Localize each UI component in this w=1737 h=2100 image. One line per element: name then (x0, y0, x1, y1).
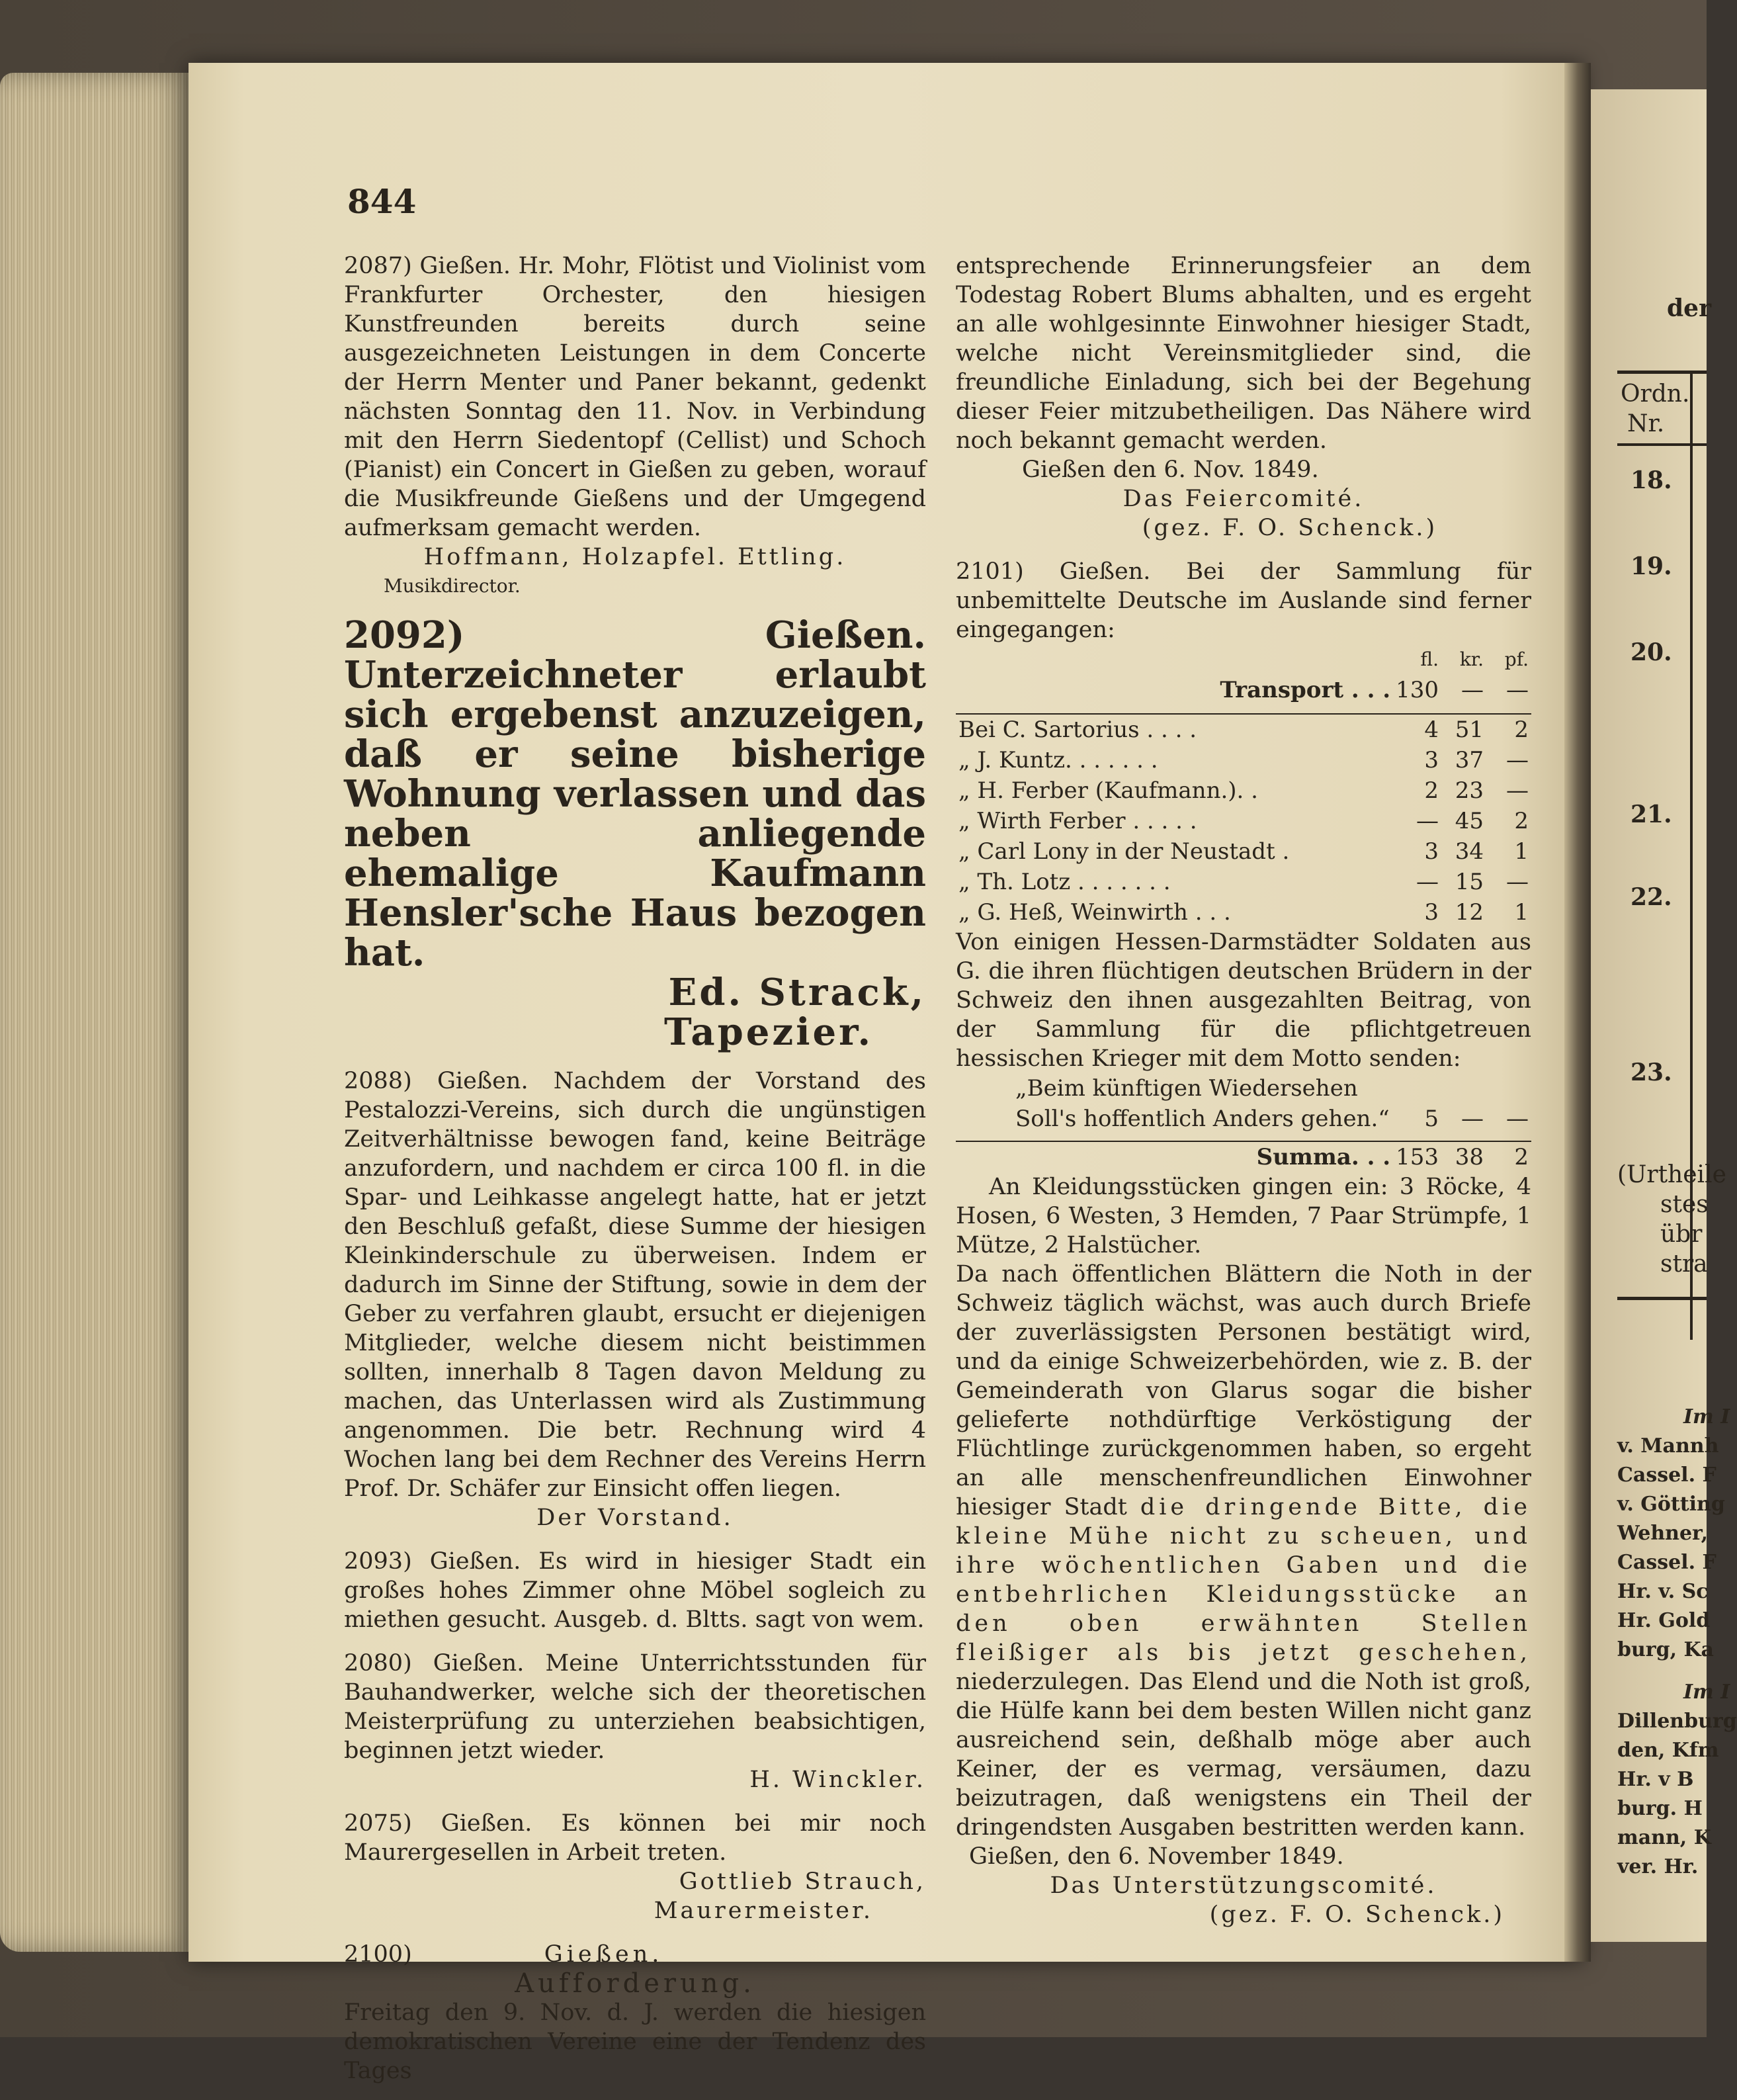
row-label: „ G. Heß, Weinwirth . . . (958, 899, 1231, 926)
row-label: „ Carl Lony in der Neustadt . (958, 838, 1290, 865)
notice-subtitle: Tapezier. (664, 1010, 873, 1054)
table-row (956, 806, 1531, 836)
notice-2075 (344, 1809, 926, 1925)
row-pf: — (1506, 1106, 1529, 1132)
notice-date: Gießen, den 6. November 1849. (969, 1843, 1344, 1870)
header-kr: kr. (1459, 648, 1484, 670)
header-ordn: Ordn. (1621, 380, 1690, 408)
row-label: „ H. Ferber (Kaufmann.). . (958, 777, 1258, 804)
adjacent-bottom-list (1617, 1403, 1737, 1882)
appeal-text-1: Da nach öffentlichen Blättern die Noth in der Schweiz täglich wächst, was auch durch Briefe der zuverlässigsten Personen bestätigt wird, und da einige Schweizerbehörden, wie z. B. der Gemeinderath von Glarus sogar die bisher gelieferte nothdürftige Verköstigung der Flüchtlinge zurückgenommen haben, so ergeht an alle menschenfreundlichen Einwohner hiesiger Stadt (956, 1261, 1531, 1520)
notice-2088 (344, 1067, 926, 1532)
row-kr: — (1461, 1106, 1484, 1132)
notice-text: 2093) Gießen. Es wird in hiesiger Stadt ein großes hohes Zimmer ohne Möbel sogleich zu miethen gesucht. Ausgeb. d. Bltts. sagt von wem. (344, 1548, 926, 1633)
fragment-text: übr (1660, 1221, 1703, 1248)
notice-subtitle: (gez. F. O. Schenck.) (1209, 1902, 1505, 1928)
row-fl: 3 (1424, 747, 1439, 773)
header-nr: Nr. (1627, 410, 1665, 437)
row-label: Bei C. Sartorius . . . . (958, 717, 1197, 743)
row-label: „ Wirth Ferber . . . . . (958, 808, 1197, 834)
row-fl: 5 (1424, 1106, 1439, 1132)
row-kr: 12 (1455, 899, 1484, 926)
adjacent-top-word: der (1667, 294, 1712, 322)
list-item: v. Götting (1617, 1493, 1725, 1516)
page-edges (0, 73, 192, 1952)
row-fl: 3 (1424, 899, 1439, 926)
motto-line-2 (956, 1104, 1531, 1134)
row-pf: 1 (1514, 838, 1529, 865)
row-number: 22. (1631, 883, 1672, 911)
list-item: Wehner, (1617, 1522, 1709, 1545)
header-fl: fl. (1420, 648, 1439, 670)
row-kr: — (1461, 677, 1484, 703)
soldiers-text: Von einigen Hessen-Darmstädter Soldaten aus G. die ihren flüchtigen deutschen Brüdern in der Schweiz den ihnen ausgezahlten Beitrag, von der Sammlung für die pflichtgetreuen hessischen Krieger mit dem Motto senden: (956, 929, 1531, 1072)
row-pf: 2 (1514, 808, 1529, 834)
row-label: „ Th. Lotz . . . . . . . (958, 869, 1171, 895)
row-number: 21. (1631, 801, 1672, 828)
list-item: Dillenburg (1617, 1710, 1737, 1733)
row-label: „ J. Kuntz. . . . . . . (958, 747, 1158, 773)
list-item: Hr. Gold (1617, 1609, 1711, 1632)
appeal-spaced: die dringende Bitte, die kleine Mühe nicht zu scheuen, und ihre wöchentlichen Gaben und die entbehrlichen Kleidungsstücke an den oben erwähnten Stellen fleißiger als bis jetzt geschehen, (956, 1494, 1531, 1666)
notice-text: Freitag den 9. Nov. d. J. werden die hiesigen demokratischen Vereine eine der Tendenz des Tages (344, 1999, 926, 2084)
row-kr: 15 (1455, 869, 1484, 895)
notice-number: 2100) (344, 1941, 412, 1968)
summa-row (956, 1141, 1531, 1172)
row-pf: — (1506, 677, 1529, 703)
notice-2087 (344, 251, 926, 601)
table-row (956, 867, 1531, 897)
notice-2100 (344, 1940, 926, 2085)
notice-2100-continued (956, 251, 1531, 543)
row-kr: 45 (1455, 808, 1484, 834)
row-kr: 51 (1455, 717, 1484, 743)
row-fl: 153 (1396, 1144, 1439, 1170)
motto-text: „Beim künftigen Wiedersehen (1015, 1075, 1358, 1102)
donation-table (956, 644, 1531, 928)
list-item: Hr. v B (1617, 1768, 1694, 1791)
row-label: Transport . . . (1220, 677, 1391, 703)
list-item: burg. H (1617, 1797, 1703, 1820)
table-row (956, 775, 1531, 806)
table-row (956, 714, 1531, 745)
row-fl: — (1416, 808, 1439, 834)
notice-text: 2075) Gießen. Es können bei mir noch Maurergesellen in Arbeit treten. (344, 1810, 926, 1866)
notice-2093 (344, 1547, 926, 1634)
notice-signatures: Hoffmann, Holzapfel. Ettling. (423, 544, 847, 570)
row-kr: 38 (1455, 1144, 1484, 1170)
row-pf: — (1506, 777, 1529, 804)
transport-row (956, 675, 1531, 705)
row-fl: 2 (1424, 777, 1439, 804)
row-pf: 1 (1514, 899, 1529, 926)
notice-signature: Gottlieb Strauch, (679, 1868, 926, 1895)
notice-heading: Aufforderung. (515, 1968, 755, 1999)
notice-place: Gießen. (544, 1941, 663, 1968)
list-item: den, Kfm (1617, 1739, 1719, 1762)
page-number: 844 (347, 182, 417, 221)
notice-2101 (956, 557, 1531, 1929)
list-item: Im I (1683, 1405, 1730, 1428)
notice-text: 2088) Gießen. Nachdem der Vorstand des Pestalozzi-Vereins, sich durch die ungünstigen Zeitverhältnisse bewogen fand, keine Beiträge anzufordern, und nachdem er circa 100 fl. in die Spar- und Leihkasse angelegt hatte, hat er jetzt den Beschluß gefaßt, diese Summe der hiesigen Kleinkinderschule zu überweisen. Indem er dadurch im Sinne der Stiftung, sowie in dem der Geber zu verfahren glaubt, ersucht er diejenigen Mitglieder, welche diesem nicht beistimmen sollten, innerhalb 8 Tagen davon Meldung zu machen, das Unterlassen wird als Zustimmung angenommen. Die betr. Rechnung wird 4 Wochen lang bei dem Rechner des Vereins Herrn Prof. Dr. Schäfer zur Einsicht offen liegen. (344, 1068, 926, 1502)
left-column (344, 251, 926, 2100)
row-kr: 34 (1455, 838, 1484, 865)
row-kr: 37 (1455, 747, 1484, 773)
clothing-text: An Kleidungsstücken gingen ein: 3 Röcke, 4 Hosen, 6 Westen, 3 Hemden, 7 Paar Strümpfe, 1 Mütze, 2 Halstücher. (956, 1174, 1531, 1258)
notice-subtitle: Maurermeister. (654, 1898, 873, 1924)
list-item: Cassel. F (1617, 1551, 1716, 1574)
row-number: 18. (1631, 466, 1672, 494)
notice-2092 (344, 615, 926, 1052)
notice-signature: Das Feiercomité. (1123, 486, 1365, 512)
notice-signature: Das Unterstützungscomité. (1050, 1872, 1437, 1899)
notice-signature: Ed. Strack, (668, 971, 926, 1014)
table-rule (1617, 371, 1707, 374)
table-row (956, 836, 1531, 867)
header-pf: pf. (1504, 648, 1529, 670)
row-pf: 2 (1514, 717, 1529, 743)
notice-signature: Der Vorstand. (536, 1505, 734, 1531)
notice-signature: H. Winckler. (749, 1767, 926, 1793)
notice-subtitle: Musikdirector. (384, 575, 521, 597)
list-item: ver. Hr. (1617, 1855, 1699, 1878)
table-row (956, 897, 1531, 928)
row-label: Summa. . . (1256, 1144, 1391, 1170)
book-gutter (1564, 63, 1591, 1962)
motto-text: Soll's hoffentlich Anders gehen.“ (1015, 1106, 1390, 1132)
motto-table (956, 1073, 1531, 1172)
row-fl: — (1416, 869, 1439, 895)
table-rule (1617, 443, 1707, 446)
row-number: 19. (1631, 552, 1672, 580)
list-item: burg, Ka (1617, 1638, 1714, 1661)
table-row (956, 745, 1531, 775)
list-item: v. Mannh (1617, 1434, 1719, 1458)
row-pf: 2 (1514, 1144, 1529, 1170)
notice-text: 2092) Gießen. Unterzeichneter erlaubt sich ergebenst anzuzeigen, daß er seine bisherige Wohnung verlassen und das neben anliegende ehemalige Kaufmann Hensler'sche Haus bezogen hat. (344, 613, 926, 975)
adjacent-page (1591, 89, 1737, 1942)
row-pf: — (1506, 747, 1529, 773)
notice-2080 (344, 1649, 926, 1794)
appeal-text-2: niederzulegen. Das Elend und die Noth ist groß, die Hülfe kann bei dem besten Willen nicht ganz ausreichend sein, deßhalb möge aber auch Keiner, der es vermag, versäumen, dazu beizutragen, daß wenigstens ein Theil der dringendsten Ausgaben bestritten werden kann. (956, 1669, 1531, 1841)
list-item: mann, K (1617, 1826, 1711, 1849)
fragment-text: stra (1660, 1250, 1708, 1278)
notice-text: 2080) Gießen. Meine Unterrichtsstunden für Bauhandwerker, welche sich der theoretischen Meisterprüfung zu unterziehen beabsichtigen, beginnen jetzt wieder. (344, 1650, 926, 1764)
right-column (956, 251, 1531, 1944)
motto-line-1 (956, 1073, 1531, 1104)
row-fl: 3 (1424, 838, 1439, 865)
row-fl: 130 (1396, 677, 1439, 703)
row-fl: 4 (1424, 717, 1439, 743)
row-pf: — (1506, 869, 1529, 895)
table-header (956, 644, 1531, 675)
notice-text: 2087) Gießen. Hr. Mohr, Flötist und Violinist vom Frankfurter Orchester, den hiesigen Kunstfreunden bereits durch seine ausgezeichneten Leistungen in dem Concerte der Herrn Menter und Paner bekannt, gedenkt nächsten Sonntag den 11. Nov. in Verbindung mit den Herrn Siedentopf (Cellist) und Schoch (Pianist) ein Concert in Gießen zu geben, worauf die Musikfreunde Gießens und der Umgegend aufmerksam gemacht werden. (344, 253, 926, 541)
table-rule (1617, 1297, 1707, 1300)
fragment-text: (Urtheile (1617, 1161, 1726, 1188)
list-item: Im I (1683, 1681, 1730, 1704)
notice-text: 2101) Gießen. Bei der Sammlung für unbemittelte Deutsche im Auslande sind ferner eingegangen: (956, 558, 1531, 643)
notice-text: entsprechende Erinnerungsfeier an dem Todestag Robert Blums abhalten, und es ergeht an alle wohlgesinnte Einwohner hiesiger Stadt, welche nicht Vereinsmitglieder sind, die freundliche Einladung, sich bei der Begehung dieser Feier mitzubetheiligen. Das Nähere wird noch bekannt gemacht werden. (956, 253, 1531, 454)
list-item: Cassel. F (1617, 1464, 1716, 1487)
row-number: 20. (1631, 638, 1672, 666)
row-kr: 23 (1455, 777, 1484, 804)
row-number: 23. (1631, 1059, 1672, 1086)
list-item: Hr. v. Sc (1617, 1580, 1709, 1603)
fragment-text: stes (1660, 1191, 1709, 1218)
notice-subtitle: (gez. F. O. Schenck.) (1142, 515, 1438, 541)
notice-date: Gießen den 6. Nov. 1849. (1022, 457, 1319, 483)
